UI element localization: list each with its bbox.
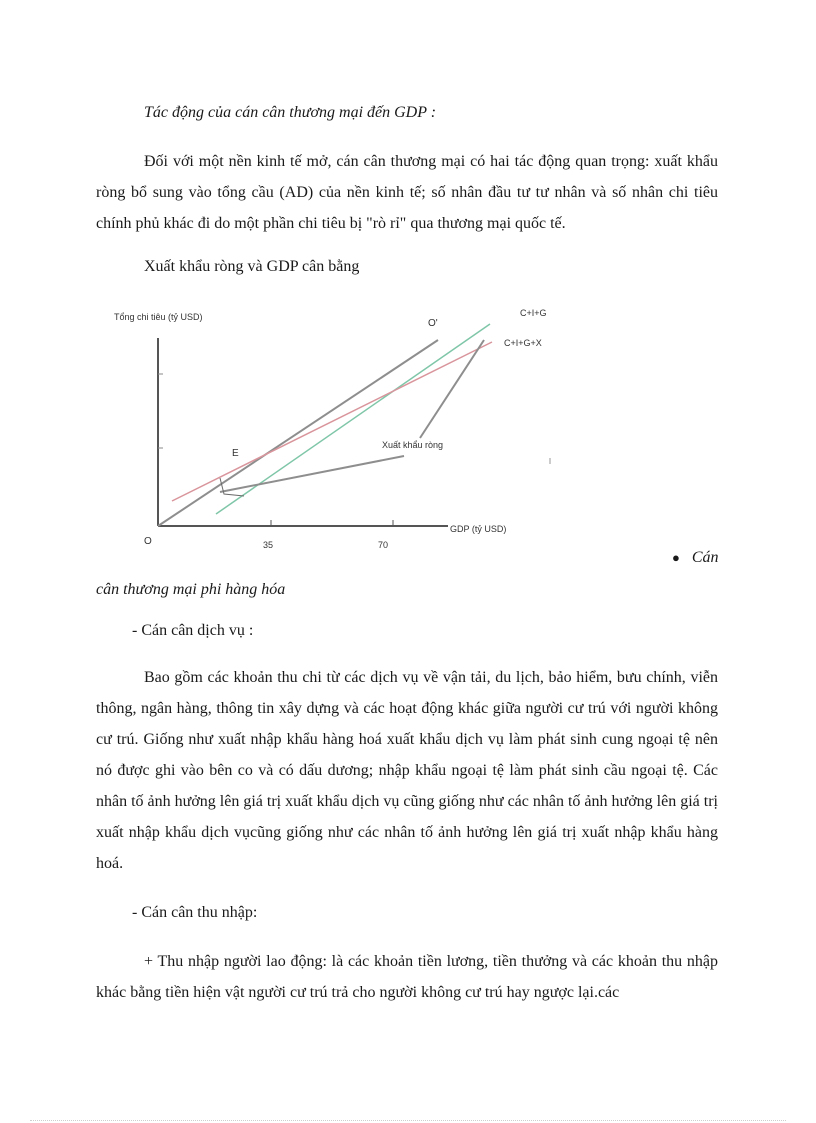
net-exports-pointer	[220, 456, 404, 492]
subheading-income: - Cán cân thu nhập:	[132, 904, 258, 921]
paragraph-services: Bao gồm các khoản thu chi từ các dịch vụ về vận tải, du lịch, bảo hiểm, bưu chính, viễn thông, ngân hàng, thông tin xây dựng và các hoạt động khác giữa người cư trú với người không cư trú. Giống như xuất nhập khẩu hàng hoá xuất khẩu dịch vụ làm phát sinh cung ngoại tệ nên nó được ghi vào bên co và có dấu dương; nhập khẩu ngoại tệ làm phát sinh cầu ngoại tệ. Các nhân tố ảnh hưởng lên giá trị xuất khẩu dịch vụ cũng giống như các nhân tố ảnh hưởng lên giá trị xuất nhập khẩu dịch vụcũng giống như các nhân tố ảnh hưởng lên giá trị xuất nhập khẩu hàng hoá.	[96, 669, 718, 872]
label-cigx: C+I+G+X	[504, 338, 542, 348]
net-exports-pointer-upper	[420, 340, 484, 438]
label-equilibrium-e: E	[232, 448, 239, 459]
label-o-prime: O'	[428, 318, 438, 329]
x-axis-label: GDP (tỷ USD)	[450, 524, 507, 534]
label-net-exports: Xuất khẩu ròng	[382, 440, 444, 450]
bullet-heading-continued: cân thương mại phi hàng hóa	[96, 581, 286, 598]
paragraph-income: + Thu nhập người lao động: là các khoản tiền lương, tiền thưởng và các khoản thu nhập khác bằng tiền hiện vật người cư trú trả cho người không cư trú hay ngược lại.các	[96, 953, 718, 1001]
x-tick-label-35: 35	[263, 540, 274, 550]
y-axis-label: Tổng chi tiêu (tỷ USD)	[114, 312, 203, 322]
subheading-services: - Cán cân dịch vụ :	[132, 622, 254, 639]
line-45-degree	[158, 340, 438, 526]
net-exports-gdp-chart	[108, 296, 568, 554]
page-footer-rule	[30, 1120, 786, 1121]
paragraph-intro: Đối với một nền kinh tế mở, cán cân thương mại có hai tác động quan trọng: xuất khẩu ròng bổ sung vào tổng cầu (AD) của nền kinh tế; số nhân đầu tư tư nhân và số nhân chi tiêu chính phủ khác đi do một phần chi tiêu bị "rò rỉ" qua thương mại quốc tế.	[96, 153, 718, 232]
series-cigx	[172, 342, 492, 501]
bullet-heading-text: Cán	[691, 549, 719, 566]
bullet-dot-icon: ●	[672, 550, 680, 565]
x-tick-label-70: 70	[378, 540, 389, 550]
origin-label: O	[144, 536, 152, 547]
chart-caption: Xuất khẩu ròng và GDP cân bằng	[144, 258, 360, 275]
bullet-heading-first-line	[672, 549, 719, 567]
section-heading-impact: Tác động của cán cân thương mại đến GDP :	[144, 104, 437, 121]
label-cig: C+I+G	[520, 308, 547, 318]
